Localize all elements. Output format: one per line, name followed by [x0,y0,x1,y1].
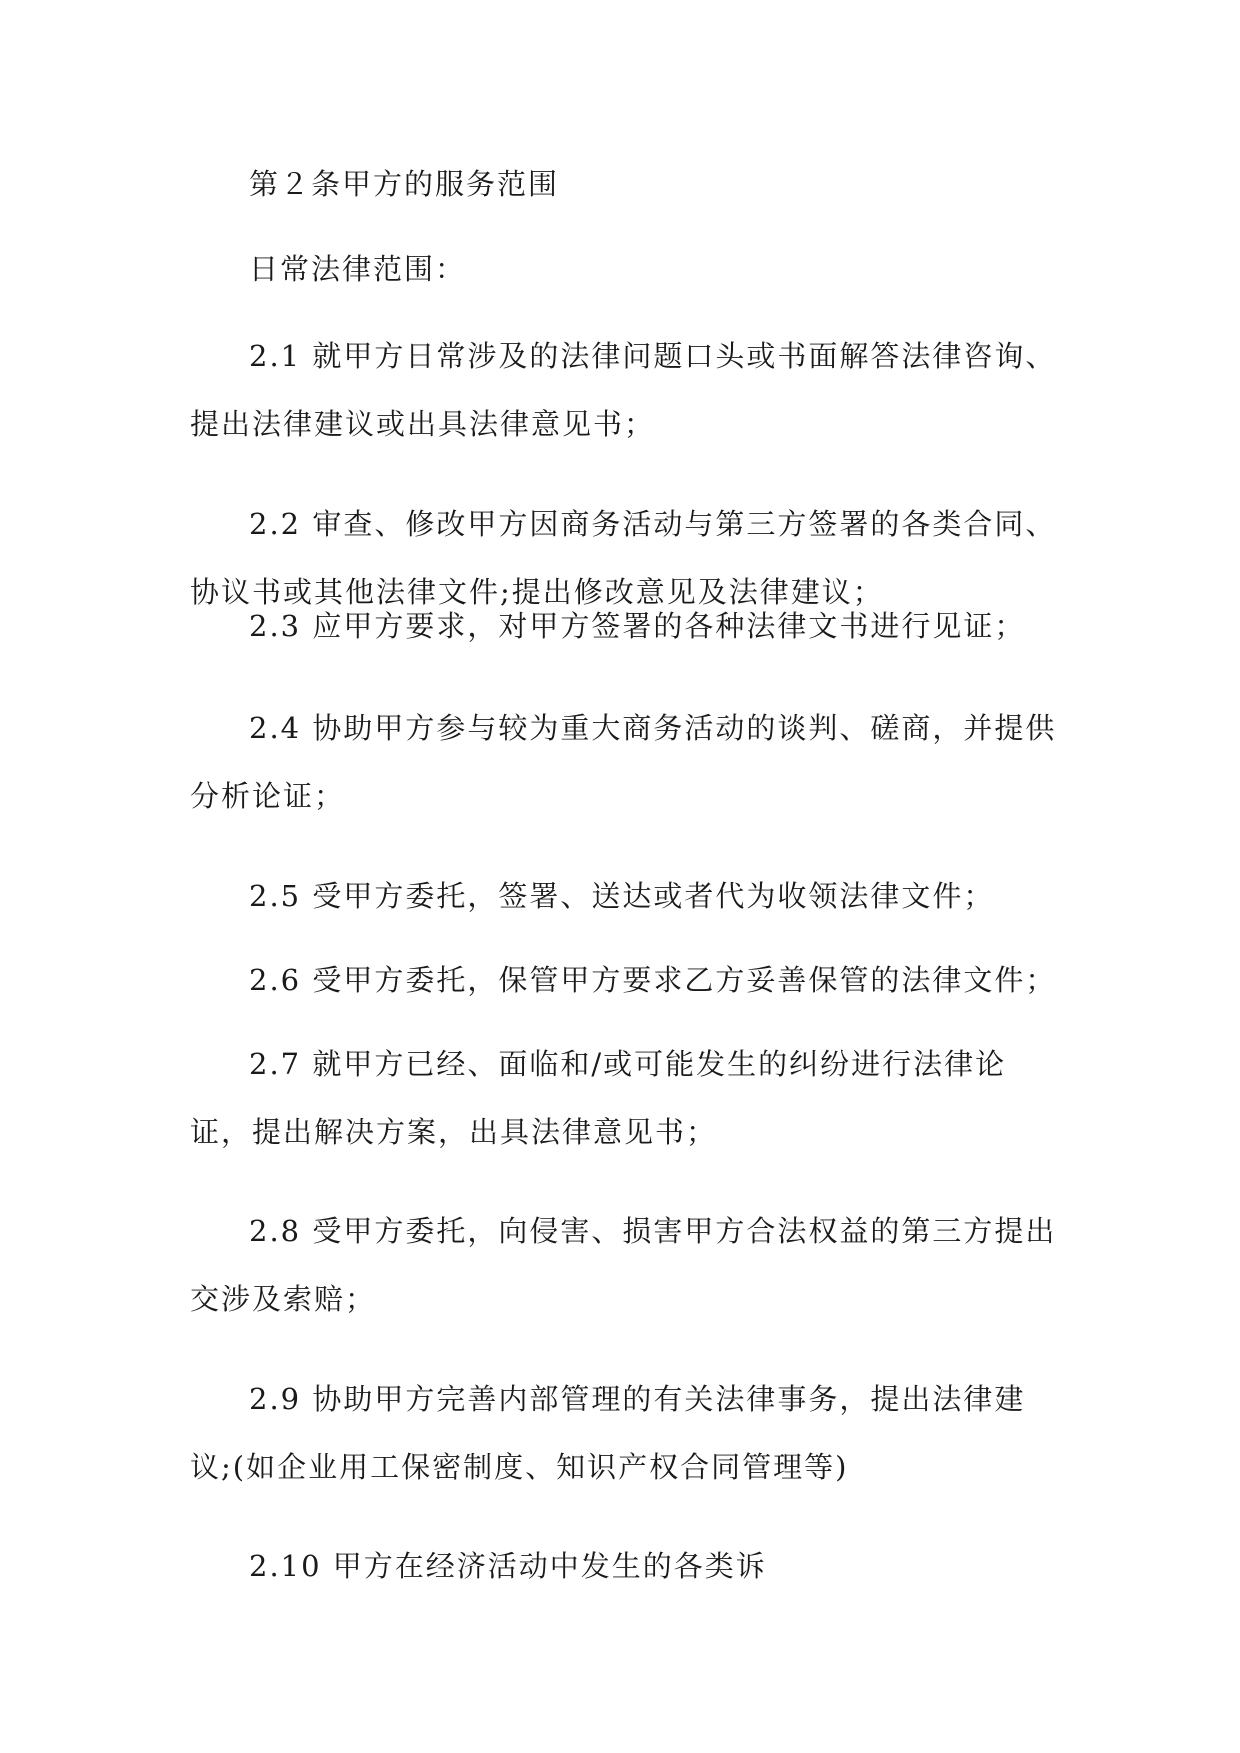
section-subheading: 日常法律范围： [249,252,467,286]
clause-2-3: 2.3 应甲方要求，对甲方签署的各种法律文书进行见证； [249,609,1026,643]
clause-2-2: 2.2 审查、修改甲方因商务活动与第三方签署的各类合同、协议书或其他法律文件;提出修改意见及法律建议； [190,507,1057,609]
section-heading: 第２条甲方的服务范围 [249,167,560,201]
clause-2-9: 2.9 协助甲方完善内部管理的有关法律事务，提出法律建议;(如企业用工保密制度、知识产权合同管理等) [190,1382,1026,1484]
clause-2-8: 2.8 受甲方委托，向侵害、损害甲方合法权益的第三方提出交涉及索赔； [190,1214,1057,1316]
clause-2-1: 2.1 就甲方日常涉及的法律问题口头或书面解答法律咨询、提出法律建议或出具法律意见书； [190,339,1057,441]
clause-2-10: 2.10 甲方在经济活动中发生的各类诉 [249,1549,767,1583]
clause-2-4: 2.4 协助甲方参与较为重大商务活动的谈判、磋商，并提供分析论证； [190,711,1057,813]
clause-2-5: 2.5 受甲方委托，签署、送达或者代为收领法律文件； [249,879,995,913]
clause-2-7: 2.7 就甲方已经、面临和/或可能发生的纠纷进行法律论证，提出解决方案，出具法律意见书； [190,1047,1007,1149]
clause-2-6: 2.6 受甲方委托，保管甲方要求乙方妥善保管的法律文件； [249,963,1057,997]
